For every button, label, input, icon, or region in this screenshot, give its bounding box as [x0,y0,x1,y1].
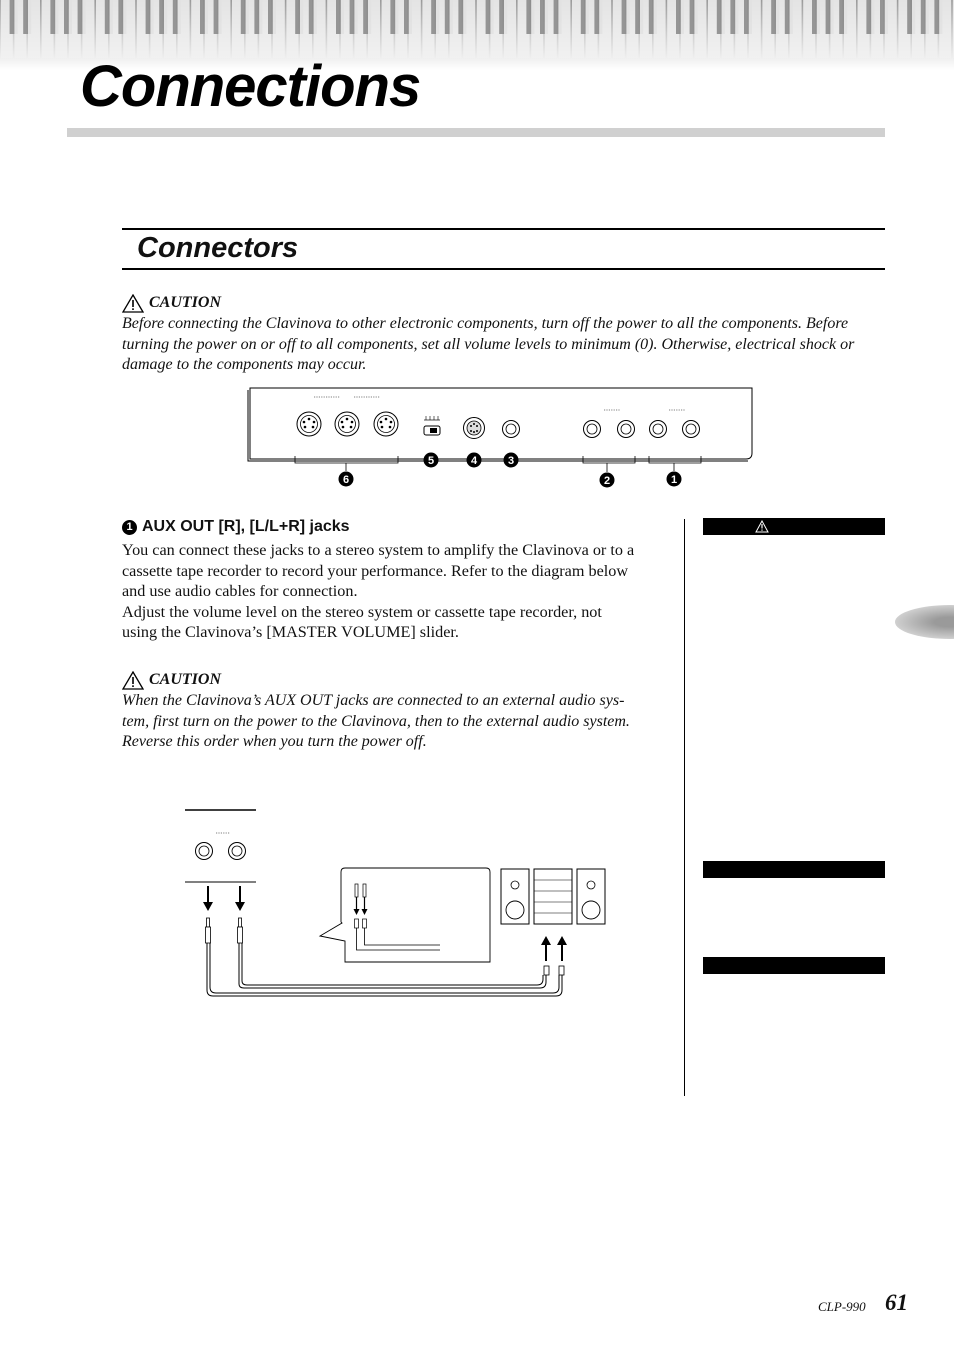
up-arrow-icon [541,936,567,961]
callout-3 [504,453,519,468]
white-key [694,0,706,58]
page-number: 61 [885,1290,908,1315]
white-key [314,0,326,58]
sidebar-note-bar [703,957,885,974]
callout-label: 1 [670,474,678,486]
aux-out-jack-r [196,843,213,860]
sidebar-divider [684,519,685,1096]
callout-label: 6 [342,474,350,486]
white-key [409,0,421,58]
caution-line: turning the power on or off to all components, set all volume levels to minimum (0). Otherwise, electrical shock or [122,335,855,353]
sidebar-note-bar [703,861,885,878]
caution-line: Reverse this order when you turn the power off. [122,733,427,751]
caution-heading-2 [122,670,221,690]
stereo-system-icon [501,869,605,924]
caution-label: CAUTION [149,294,222,311]
white-key [218,0,230,58]
white-key [82,0,94,58]
white-key [463,0,475,58]
sidebar-warning-bar [703,518,885,535]
callout-1 [667,472,682,487]
chapter-title-underline [67,128,885,137]
stereo-input-detail-callout [320,868,490,962]
white-key [368,0,380,58]
callout-4 [467,453,482,468]
aux-out-heading [122,518,350,536]
white-key [654,0,666,58]
body-line: using the Clavinova’s [MASTER VOLUME] slider. [122,623,459,642]
white-key [939,0,951,58]
caution-line: When the Clavinova’s AUX OUT jacks are connected to an external audio sys- [122,692,625,709]
section-title: Connectors [137,232,299,264]
midi-jack [374,412,398,436]
to-host-jack [464,418,485,439]
warning-triangle-icon [755,520,769,533]
white-key [558,0,570,58]
body-line: and use audio cables for connection. [122,582,358,601]
rear-panel-diagram [240,383,760,493]
white-key [273,0,285,58]
white-key [599,0,611,58]
phone-jack [503,421,520,438]
white-key [749,0,761,58]
caution-label: CAUTION [149,671,222,688]
callout-2 [600,473,615,488]
white-key [504,0,516,58]
chapter-index-tab [895,605,954,639]
aux-out-jack-l [229,843,246,860]
caution-line: Before connecting the Clavinova to other electronic components, turn off the power to all the components. Before [122,315,849,332]
caution-line: damage to the components may occur. [122,356,367,374]
caution-line: tem, first turn on the power to the Clavinova, then to the external audio system. [122,712,630,730]
white-key [123,0,135,58]
aux-out-description [122,540,682,643]
white-key [178,0,190,58]
callout-label: 3 [507,455,515,467]
body-line: Adjust the volume level on the stereo system or cassette tape recorder, not [122,602,602,621]
callout-label: 5 [427,455,435,467]
midi-jack [297,412,321,436]
white-key [885,0,897,58]
warning-triangle-icon [122,671,144,690]
item-number-badge: 1 [122,520,137,535]
body-line: cassette tape recorder to record your performance. Refer to the diagram below [122,561,629,580]
down-arrow-icon [203,886,245,911]
chapter-title: Connections [80,54,421,119]
white-key [790,0,802,58]
callout-label: 2 [603,475,611,487]
callout-6 [339,472,354,487]
white-key [844,0,856,58]
white-key [28,0,40,58]
section-bottom-rule [122,268,885,270]
warning-triangle-icon [122,294,144,313]
footer-model-name: CLP-990 [818,1299,866,1314]
callout-label: 4 [470,455,478,467]
midi-jack [335,412,359,436]
caution-heading [122,293,221,313]
body-line: You can connect these jacks to a stereo system to amplify the Clavinova or to a [122,541,635,559]
aux-out-heading-text: AUX OUT [R], [L/L+R] jacks [142,518,350,535]
caution-text [122,314,892,376]
aux-out-connection-diagram [180,800,630,1005]
caution-text-2 [122,691,682,753]
callout-5 [424,453,439,468]
